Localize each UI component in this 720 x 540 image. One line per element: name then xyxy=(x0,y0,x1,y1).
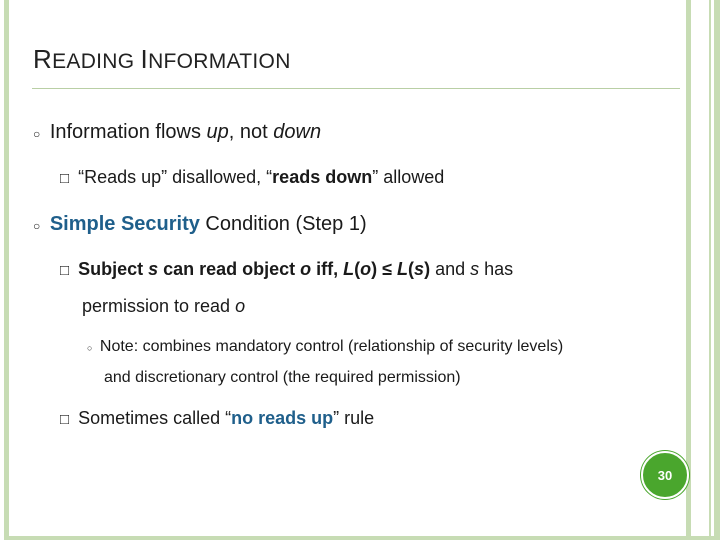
subbullet-reads-up: □ “Reads up” disallowed, “reads down” allowed xyxy=(60,167,445,187)
frame-right-bar-thin xyxy=(709,0,711,540)
note-line-1: ○ Note: combines mandatory control (relationship of security levels) xyxy=(87,338,564,355)
frame-right-bar-outer xyxy=(714,0,720,540)
page-number: 30 xyxy=(657,467,673,483)
subbullet-subject-can-read-cont: permission to read o xyxy=(82,296,246,316)
box-bullet-icon: □ xyxy=(60,411,70,428)
frame-left-bar xyxy=(4,0,9,540)
page-number-badge xyxy=(641,451,689,499)
frame-right-bar xyxy=(686,0,691,540)
title-divider xyxy=(32,88,680,89)
open-bullet-icon: ○ xyxy=(33,219,41,233)
frame-bottom-bar xyxy=(4,536,720,540)
subbullet-subject-can-read: □ Subject s can read object o iff, L(o) ≤ L(s) and s has xyxy=(60,259,514,279)
bullet-simple-security: ○ Simple Security Condition (Step 1) xyxy=(33,213,367,235)
slide-title: READING INFORMATION xyxy=(33,44,291,74)
note-line-2: and discretionary control (the required permission) xyxy=(104,369,461,386)
bullet-information-flows: ○ Information flows up, not down xyxy=(33,121,322,143)
box-bullet-icon: □ xyxy=(60,262,70,279)
subbullet-no-reads-up: □ Sometimes called “no reads up” rule xyxy=(60,408,375,428)
box-bullet-icon: □ xyxy=(60,170,70,187)
open-bullet-icon: ○ xyxy=(87,343,93,353)
open-bullet-icon: ○ xyxy=(33,127,41,141)
